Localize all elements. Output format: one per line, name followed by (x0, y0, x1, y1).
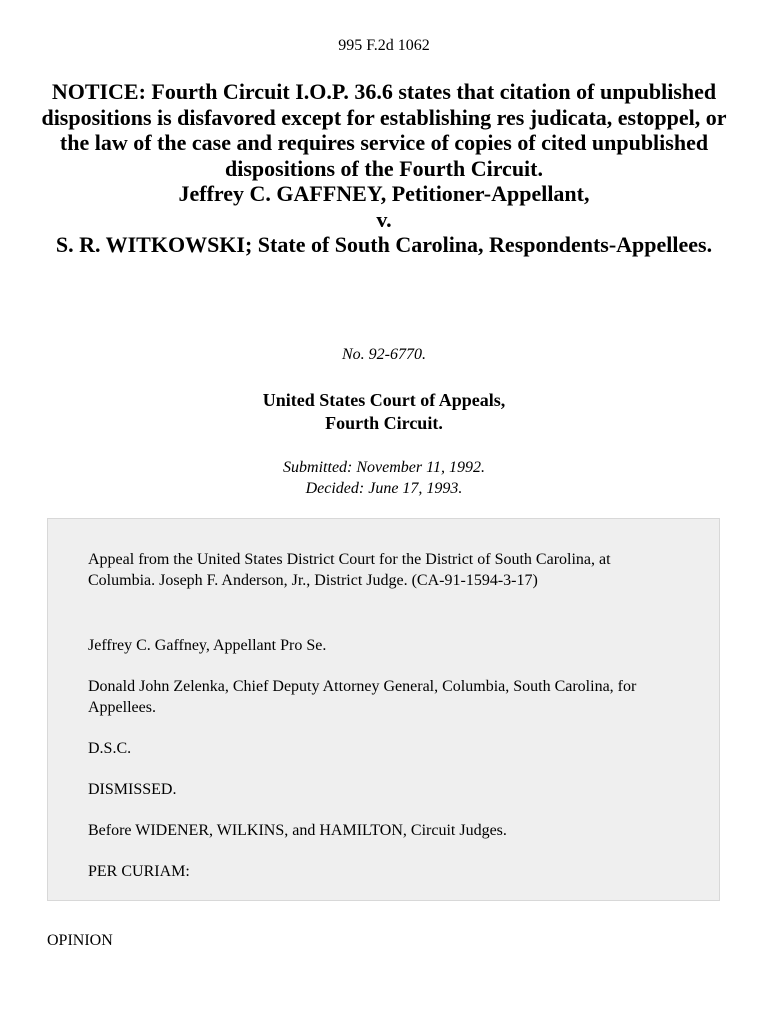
appellant-party: Jeffrey C. GAFFNEY, Petitioner-Appellant, (178, 181, 590, 206)
district-code: D.S.C. (88, 740, 132, 757)
appellant-counsel: Jeffrey C. Gaffney, Appellant Pro Se. (88, 637, 327, 654)
per-curiam-label: PER CURIAM: (88, 863, 190, 880)
court-name-line1: United States Court of Appeals, (262, 390, 506, 410)
case-citation: 995 F.2d 1062 (338, 37, 430, 54)
decided-date: Decided: June 17, 1993. (305, 480, 463, 497)
submitted-date: Submitted: November 11, 1992. (283, 459, 485, 476)
unpublished-notice: NOTICE: Fourth Circuit I.O.P. 36.6 states that citation of unpublished dispositions is disfavored except for establishing res judicata, estoppel, or the law of the case and requires service of copies of cited unpublished dispositions of the Fourth Circuit. (41, 79, 727, 181)
case-dates (0, 457, 768, 499)
disposition: DISMISSED. (88, 781, 177, 798)
opinion-heading: OPINION (47, 932, 113, 949)
docket-number: No. 92-6770. (342, 346, 426, 363)
court-name-line2: Fourth Circuit. (325, 413, 443, 433)
case-heading (40, 79, 728, 258)
appellee-party: S. R. WITKOWSKI; State of South Carolina, Respondents-Appellees. (55, 232, 713, 257)
versus-label: v. (376, 206, 392, 232)
court-name (0, 389, 768, 435)
case-details-box (47, 518, 720, 901)
appeal-from-text: Appeal from the United States District Court for the District of South Carolina, at Columbia. Joseph F. Anderson, Jr., District Judge. (CA-91-1594-3-17) (88, 551, 611, 589)
judges-panel: Before WIDENER, WILKINS, and HAMILTON, Circuit Judges. (88, 822, 507, 839)
appellee-counsel: Donald John Zelenka, Chief Deputy Attorney General, Columbia, South Carolina, for Appellees. (88, 678, 637, 716)
